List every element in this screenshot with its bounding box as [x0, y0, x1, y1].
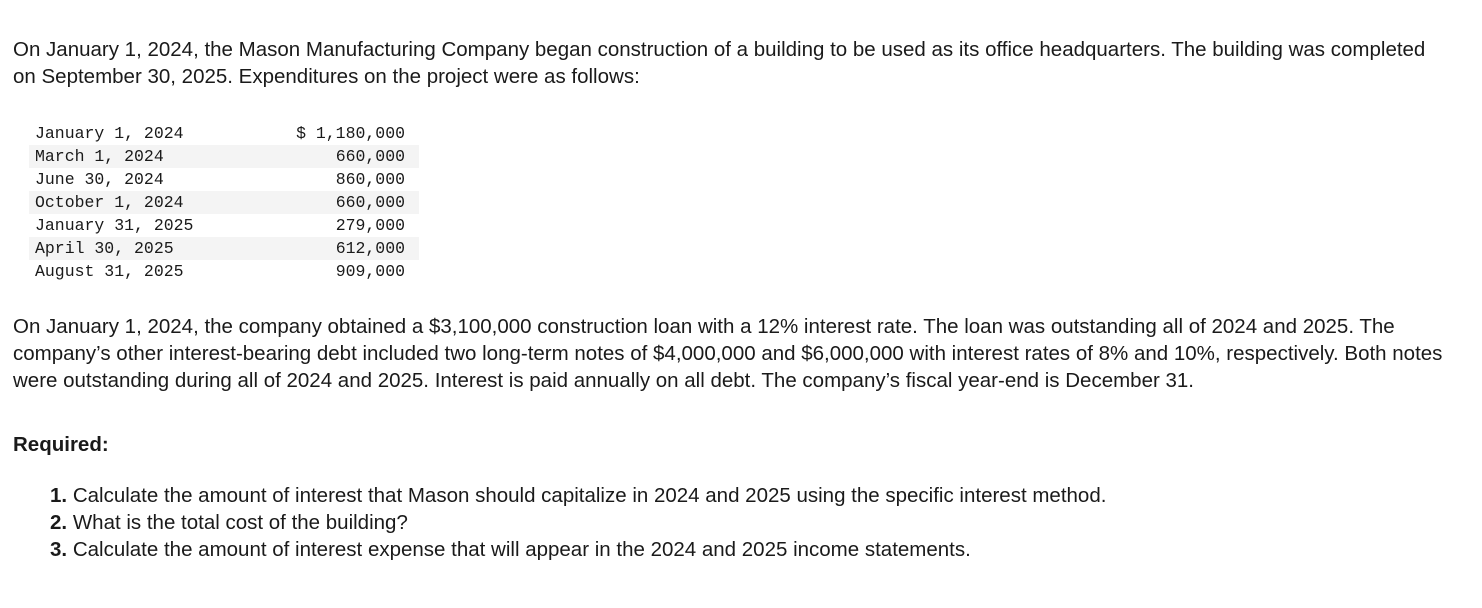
- table-row: [29, 145, 419, 168]
- expenditure-amount: 612,000: [269, 237, 419, 260]
- required-heading: Required:: [13, 433, 109, 456]
- expenditure-date: January 1, 2024: [35, 124, 184, 143]
- expenditure-amount: 909,000: [335, 262, 405, 281]
- table-row: [29, 214, 419, 237]
- requirement-number: 1.: [50, 484, 68, 507]
- expenditures-table: [29, 122, 419, 283]
- problem-page: [13, 36, 1468, 563]
- table-row: [29, 237, 419, 260]
- requirement-number: 3.: [50, 538, 68, 561]
- expenditure-date: June 30, 2024: [35, 170, 164, 189]
- table-row: [29, 260, 419, 283]
- list-item: [50, 536, 1468, 563]
- table-row: [29, 122, 419, 145]
- expenditure-date: August 31, 2025: [35, 262, 184, 281]
- intro-paragraph: On January 1, 2024, the Mason Manufacturing Company began construction of a building to be used as its office headquarters. The building was completed on September 30, 2025. Expenditures on the project were as follows:: [13, 38, 1426, 88]
- requirement-number: 2.: [50, 511, 68, 534]
- list-item: [50, 509, 1468, 536]
- expenditure-amount: 660,000: [269, 191, 419, 214]
- loan-paragraph: On January 1, 2024, the company obtained a $3,100,000 construction loan with a 12% interest rate. The loan was outstanding all of 2024 and 2025. The company’s other interest-bearing debt included two long-term notes of $4,000,000 and $6,000,000 with interest rates of 8% and 10%, respectively. Both notes were outstanding during all of 2024 and 2025. Interest is paid annually on all debt. The company’s fiscal year-end is December 31.: [13, 315, 1443, 392]
- expenditure-amount: 279,000: [335, 216, 405, 235]
- expenditure-amount: $ 1,180,000: [296, 124, 405, 143]
- requirement-text: What is the total cost of the building?: [72, 511, 408, 534]
- expenditure-date: October 1, 2024: [29, 191, 269, 214]
- expenditure-date: April 30, 2025: [29, 237, 269, 260]
- requirements-list: [50, 482, 1468, 563]
- table-row: [29, 191, 419, 214]
- expenditure-date: March 1, 2024: [29, 145, 269, 168]
- expenditure-amount: 860,000: [335, 170, 405, 189]
- expenditure-date: January 31, 2025: [35, 216, 194, 235]
- requirement-text: Calculate the amount of interest expense that will appear in the 2024 and 2025 income statements.: [72, 538, 971, 561]
- list-item: [50, 482, 1468, 509]
- requirement-text: Calculate the amount of interest that Mason should capitalize in 2024 and 2025 using the specific interest method.: [72, 484, 1107, 507]
- table-row: [29, 168, 419, 191]
- expenditure-amount: 660,000: [269, 145, 419, 168]
